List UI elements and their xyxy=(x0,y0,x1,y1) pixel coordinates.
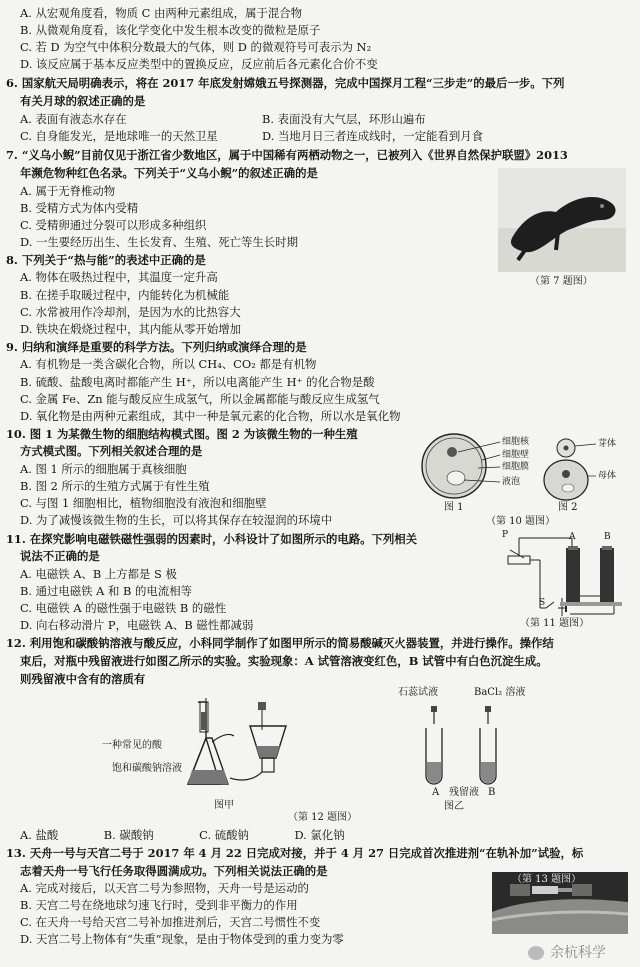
q11-label-a: A xyxy=(569,532,576,542)
text-line: A. 属于无脊椎动物 xyxy=(20,184,116,198)
text-line: 8. 下列关于“热与能”的表述中正确的是 xyxy=(6,253,206,267)
q13-caption: （第 13 题图） xyxy=(512,874,582,885)
wechat-icon xyxy=(528,946,544,960)
text-line: 11. 在探究影响电磁铁磁性强弱的因素时，小科设计了如图所示的电路。下列相关 xyxy=(6,532,418,546)
text-line: D. 铁块在煅烧过程中，其内能从零开始增加 xyxy=(20,322,242,336)
q12-caption: （第 12 题图） xyxy=(288,812,358,823)
text-line: C. 受精卵通过分裂可以形成多种组织 xyxy=(20,218,207,232)
text-line: 则残留液中含有的溶质有 xyxy=(20,672,146,686)
text-line: B. 受精方式为体内受精 xyxy=(20,201,139,215)
q10-fig1-caption: 图 1 xyxy=(444,502,464,513)
text-line: C. 在天舟一号给天宫二号补加推进剂后，天宫二号惯性不变 xyxy=(20,915,321,929)
q6-option-right: D. 当地月日三者连成线时，一定能看到月食 xyxy=(262,129,484,143)
q10-label-wall: 细胞壁 xyxy=(502,450,530,460)
text-line: C. 若 D 为空气中体积分数最大的气体，则 D 的微观符号可表示为 N₂ xyxy=(20,40,372,54)
q12-label-a: A xyxy=(432,787,440,798)
text-line: 志着天舟一号飞行任务取得圆满成功。下列相关说法正确的是 xyxy=(20,864,328,878)
text-line: 7. “义乌小鲵”目前仅见于浙江省少数地区，属于中国稀有两栖动物之一，已被列入《世界自然保护联盟》2013 xyxy=(6,148,568,162)
q11-caption: （第 11 题图） xyxy=(520,618,590,629)
q12-label-acid: 一种常见的酸 xyxy=(102,740,162,751)
q6-option-right: B. 表面没有大气层，环形山遍布 xyxy=(262,112,426,126)
text-line: 方式模式图。下列相关叙述合理的是 xyxy=(20,444,203,458)
text-line: A. 表面有液态水存在 xyxy=(20,112,127,126)
q11-label-s: S xyxy=(539,598,546,608)
text-line: 13. 天舟一号与天宫二号于 2017 年 4 月 22 日完成对接，并于 4 月 27 日完成首次推进剂“在轨补加”试验，标 xyxy=(6,846,584,860)
text-line: C. 水常被用作冷却剂，是因为水的比热容大 xyxy=(20,305,241,319)
text-line: 年濒危物种红色名录。下列关于“义乌小鲵”的叙述正确的是 xyxy=(20,166,318,180)
text-line: C. 自身能发光，是地球唯一的天然卫星 xyxy=(20,129,218,143)
q10-label-nucleus: 细胞核 xyxy=(502,437,530,447)
text-line: B. 从微观角度看，该化学变化中发生根本改变的微粒是原子 xyxy=(20,23,321,37)
text-line: D. 为了减慢该微生物的生长，可以将其保存在较湿润的环境中 xyxy=(20,513,333,527)
text-line: A. 图 1 所示的细胞属于真核细胞 xyxy=(20,462,187,476)
text-line: 10. 图 1 为某微生物的细胞结构模式图。图 2 为该微生物的一种生殖 xyxy=(6,427,358,441)
q12-label-residue: 残留液 xyxy=(449,787,479,798)
q7-caption: （第 7 题图） xyxy=(530,276,593,287)
text-line: A. 从宏观角度看，物质 C 由两种元素组成，属于混合物 xyxy=(20,6,303,20)
q12-label-bacl2: BaCl₂ 溶液 xyxy=(474,687,526,698)
q12-label-solution: 饱和碳酸钠溶液 xyxy=(112,763,182,774)
q10-label-membrane: 细胞膜 xyxy=(502,462,530,472)
q12-jia-caption: 图甲 xyxy=(214,800,234,811)
text-line: C. 电磁铁 A 的磁性强于电磁铁 B 的磁性 xyxy=(20,601,227,615)
text-line: D. 向右移动滑片 P，电磁铁 A、B 磁性都减弱 xyxy=(20,618,254,632)
text-line: A. 完成对接后，以天宫二号为参照物，天舟一号是运动的 xyxy=(20,881,309,895)
text-line: C. 金属 Fe、Zn 能与酸反应生成氢气，所以金属都能与酸反应生成氢气 xyxy=(20,392,380,406)
text-line: A. 电磁铁 A、B 上方都是 S 极 xyxy=(20,567,177,581)
q12-test-tubes-yi xyxy=(412,704,512,788)
text-line: D. 氧化物是由两种元素组成，其中一种是氧元素的化合物，所以水是氧化物 xyxy=(20,409,401,423)
text-line: B. 通过电磁铁 A 和 B 的电流相等 xyxy=(20,584,192,598)
text-line: B. 图 2 所示的生殖方式属于有性生殖 xyxy=(20,479,210,493)
text-line: D. 一生要经历出生、生长发育、生殖、死亡等生长时期 xyxy=(20,235,298,249)
text-line: B. 硫酸、盐酸电离时都能产生 H⁺，所以电离能产生 H⁺ 的化合物是酸 xyxy=(20,375,375,389)
watermark-text: 余杭科学 xyxy=(550,945,606,961)
q10-label-vacuole: 液泡 xyxy=(502,477,521,487)
q12-yi-caption: 图乙 xyxy=(444,801,464,812)
q10-label-bud: 芽体 xyxy=(598,439,617,449)
text-line: 有关月球的叙述正确的是 xyxy=(20,94,146,108)
text-line: 9. 归纳和演绎是重要的科学方法。下列归纳或演绎合理的是 xyxy=(6,340,307,354)
text-line: 6. 国家航天局明确表示，将在 2017 年底发射嫦娥五号探测器，完成中国探月工程“三步走”的最后一步。下列 xyxy=(6,76,565,90)
text-line: A. 盐酸 B. 碳酸钠 C. 硫酸钠 D. 氯化钠 xyxy=(20,828,345,842)
q12-label-b: B xyxy=(488,787,496,798)
text-line: D. 天宫二号上物体有“失重”现象，是由于物体受到的重力变为零 xyxy=(20,932,344,946)
q10-caption: （第 10 题图） xyxy=(486,516,556,527)
q12-label-litmus: 石蕊试液 xyxy=(398,687,438,698)
text-line: D. 该反应属于基本反应类型中的置换反应，反应前后各元素化合价不变 xyxy=(20,57,378,71)
text-line: A. 有机物是一类含碳化合物，所以 CH₄、CO₂ 都是有机物 xyxy=(20,357,317,371)
text-line: C. 与图 1 细胞相比，植物细胞没有液泡和细胞壁 xyxy=(20,496,267,510)
q11-label-b: B xyxy=(604,532,611,542)
text-line: 12. 利用饱和碳酸钠溶液与酸反应，小科同学制作了如图甲所示的简易酸碱灭火器装置，并进行操作。操作结 xyxy=(6,636,554,650)
text-line: B. 在搓手取暖过程中，内能转化为机械能 xyxy=(20,288,230,302)
q12-apparatus-jia xyxy=(176,696,316,796)
text-line: 说法不正确的是 xyxy=(20,549,100,563)
q11-label-p: P xyxy=(502,530,509,540)
q7-salamander-photo xyxy=(498,168,626,272)
text-line: A. 物体在吸热过程中，其温度一定升高 xyxy=(20,270,218,284)
q10-label-mother: 母体 xyxy=(598,471,617,481)
text-line: 束后，对瓶中残留液进行如图乙所示的实验。实验现象：A 试管溶液变红色，B 试管中有白色沉淀生成。 xyxy=(20,654,548,668)
q10-fig2-caption: 图 2 xyxy=(558,502,578,513)
text-line: B. 天宫二号在绕地球匀速飞行时，受到非平衡力的作用 xyxy=(20,898,298,912)
watermark xyxy=(528,944,636,964)
